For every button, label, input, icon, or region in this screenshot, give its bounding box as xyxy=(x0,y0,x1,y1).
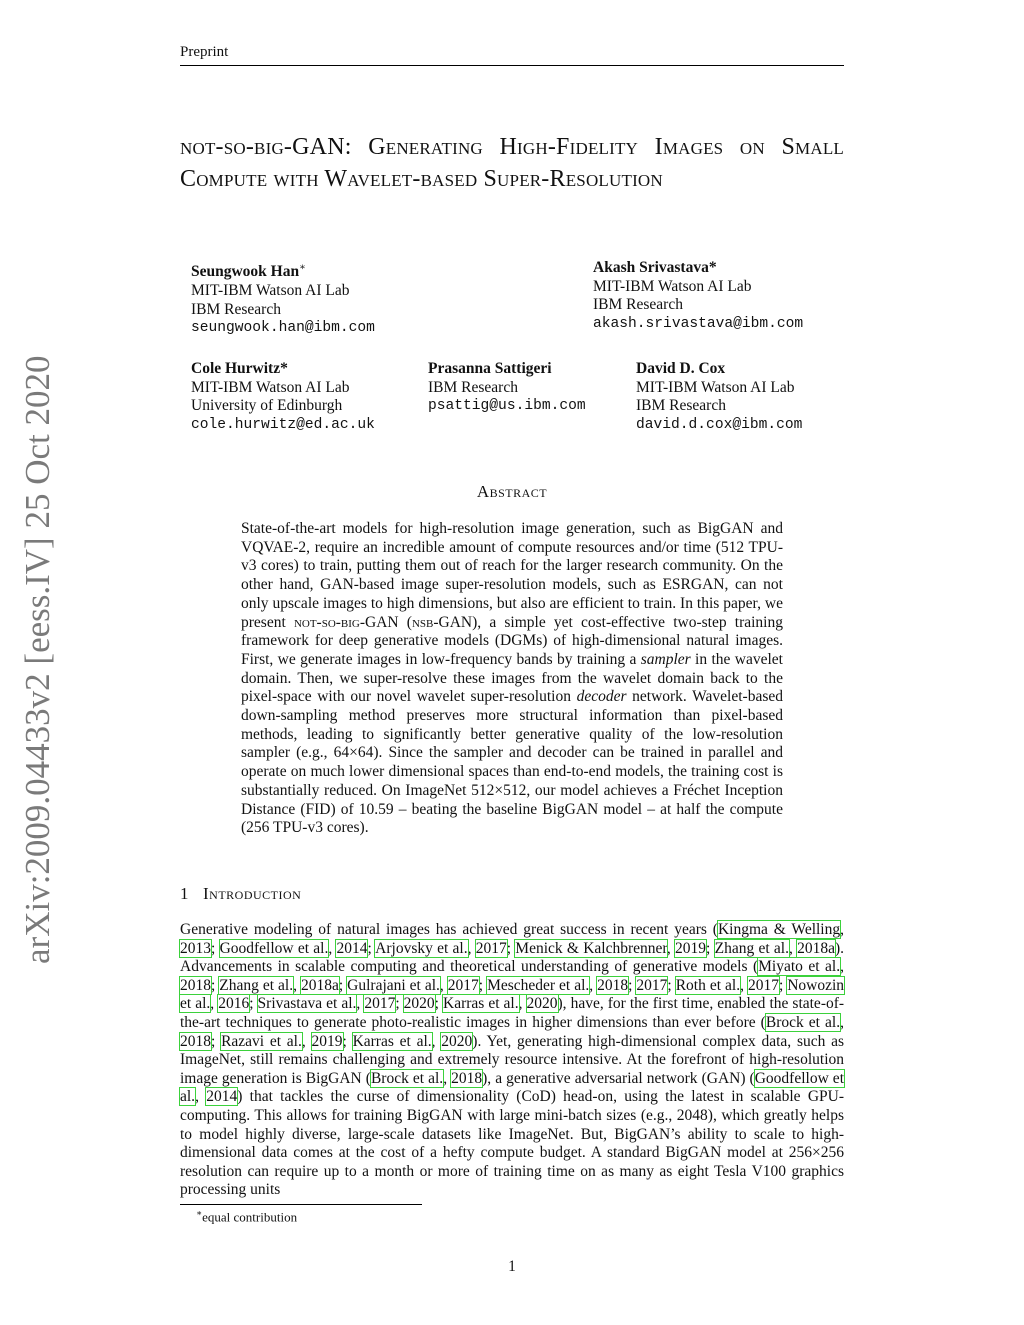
author-affiliation: MIT-IBM Watson AI Lab xyxy=(191,378,350,396)
author-name: Akash Srivastava* xyxy=(593,259,717,276)
title-smallcaps: not-so-big- xyxy=(180,134,293,160)
citation-link[interactable]: Gulrajani et al. xyxy=(347,976,440,994)
citation-link[interactable]: Miyato et al. xyxy=(758,958,841,976)
title-gan: GAN: xyxy=(292,134,369,160)
citation-link[interactable]: 2020 xyxy=(441,1032,473,1050)
citation-link[interactable]: 2016 xyxy=(218,995,250,1013)
citation-link[interactable]: 2020 xyxy=(403,995,435,1013)
section-title: Introduction xyxy=(203,884,302,903)
citation-link[interactable]: 2017 xyxy=(364,995,396,1013)
citation-link[interactable]: Arjovsky et al. xyxy=(375,939,468,957)
author-affiliation: IBM Research xyxy=(636,397,726,415)
author-block-srivastava xyxy=(593,259,803,334)
author-email[interactable]: psattig@us.ibm.com xyxy=(428,398,586,415)
author-affiliation: MIT-IBM Watson AI Lab xyxy=(191,281,350,299)
citation-link[interactable]: 2020 xyxy=(526,995,558,1013)
author-affiliation: IBM Research xyxy=(191,300,281,318)
author-name: Seungwook Han xyxy=(191,263,300,281)
citation-link[interactable]: Kingma & Welling xyxy=(717,921,841,938)
citation-link[interactable]: Nowozin et al. xyxy=(180,976,845,1013)
footnote-rule xyxy=(180,1204,422,1205)
citation-link[interactable]: 2017 xyxy=(747,976,779,994)
author-block-han xyxy=(191,259,375,338)
citation-link[interactable]: Mescheder et al. xyxy=(487,976,590,994)
citation-link[interactable]: 2014 xyxy=(336,939,368,957)
footnote-text: equal contribution xyxy=(202,1209,298,1225)
citation-link[interactable]: 2018 xyxy=(451,1069,483,1087)
abstract-heading: Abstract xyxy=(476,482,548,501)
page-number: 1 xyxy=(508,1258,516,1275)
citation-link[interactable]: Zhang et al. xyxy=(219,976,294,994)
section-number: 1 xyxy=(180,884,189,903)
citation-link[interactable]: 2018a xyxy=(797,939,835,957)
citation-link[interactable]: 2018 xyxy=(180,976,211,994)
author-affiliation: IBM Research xyxy=(428,378,518,396)
author-block-cox xyxy=(636,360,802,435)
citation-link[interactable]: 2019 xyxy=(311,1032,343,1050)
paper-title xyxy=(180,132,844,195)
author-name: Prasanna Sattigeri xyxy=(428,360,552,377)
author-email[interactable]: cole.hurwitz@ed.ac.uk xyxy=(191,417,375,434)
citation-link[interactable]: 2018a xyxy=(300,976,339,994)
author-block-sattigeri xyxy=(428,360,586,416)
footnote xyxy=(196,1208,297,1225)
citation-link[interactable]: 2017 xyxy=(475,939,507,957)
author-name: David D. Cox xyxy=(636,360,726,377)
citation-link[interactable]: 2013 xyxy=(180,939,211,957)
author-affiliation: IBM Research xyxy=(593,296,683,314)
citation-link[interactable]: Roth et al. xyxy=(675,976,741,994)
citation-link[interactable]: 2014 xyxy=(206,1088,238,1106)
author-affiliation: MIT-IBM Watson AI Lab xyxy=(636,378,795,396)
author-affiliation: MIT-IBM Watson AI Lab xyxy=(593,277,752,295)
citation-link[interactable]: Brock et al. xyxy=(765,1013,841,1031)
citation-link[interactable]: Karras et al. xyxy=(352,1032,432,1050)
citation-link[interactable]: 2018 xyxy=(180,1032,211,1050)
citation-link[interactable]: 2018 xyxy=(597,976,629,994)
author-block-hurwitz xyxy=(191,360,375,435)
citation-link[interactable]: Zhang et al. xyxy=(714,939,789,957)
title-rest: Generating High-Fidelity Images on Small Compute with Wavelet-based Super-Resolution xyxy=(180,134,845,192)
citation-link[interactable]: 2019 xyxy=(675,939,707,957)
citation-link[interactable]: 2017 xyxy=(636,976,668,994)
running-header: Preprint xyxy=(180,44,229,60)
author-name: Cole Hurwitz* xyxy=(191,360,288,377)
author-email[interactable]: seungwook.han@ibm.com xyxy=(191,320,375,337)
citation-link[interactable]: Menick & Kalchbrenner xyxy=(515,939,667,957)
introduction-paragraph: Generative modeling of natural images has achieved great success in recent years (Kingma & Welling, 2013; Goodfellow et al., 2014; Arjovsky et al., 2017; Menick & Kalchbrenner, 2019; Zhang et al., 2018a). Advancements in scalable computing and theoretical understanding of generative models (Miyato et al., 2018; Zhang et al., 2018a; Gulrajani et al., 2017; Mescheder et al., 2018; 2017; Roth et al., 2017; Nowozin et al., 2016; Srivastava et al., 2017; 2020; Karras et al., 2020), have, for the first time, enabled the state-of-the-art techniques to generate photo-realistic images in higher dimensions than ever before (Brock et al., 2018; Razavi et al., 2019; Karras et al., 2020). Yet, generating high-dimensional complex data, such as ImageNet, still remains challenging and extremely resource intensive. At the forefront of high-resolution image generation is BigGAN (Brock et al., 2018), a generative adversarial network (GAN) (Goodfellow et al., 2014) that tackles the curse of dimensionality (CoD) head-on, using the latest in scalable GPU-computing. This allows for training BigGAN with large mini-batch sizes (e.g., 2048), which greatly helps to model highly diverse, large-scale datasets like ImageNet. But, BigGAN’s ability to scale to high-dimensional data comes at the cost of a hefty compute budget. A standard BigGAN model at 256×256 resolution can require up to a month or more of training time on as many as eight Tesla V100 graphics processing units xyxy=(180,921,845,1199)
author-mark: ∗ xyxy=(299,262,306,273)
citation-link[interactable]: Brock et al. xyxy=(370,1069,444,1087)
citation-link[interactable]: Goodfellow et al. xyxy=(219,939,329,957)
citation-link[interactable]: Karras et al. xyxy=(443,995,519,1013)
citation-link[interactable]: Goodfellow et al. xyxy=(180,1069,844,1106)
citation-link[interactable]: Srivastava et al. xyxy=(257,995,357,1013)
author-email[interactable]: akash.srivastava@ibm.com xyxy=(593,316,804,333)
citation-link[interactable]: 2017 xyxy=(447,976,479,994)
abstract-text: State-of-the-art models for high-resolution image generation, such as BigGAN and VQVAE-2, require an incredible amount of compute resources and/or time (512 TPU-v3 cores) to train, putting them out of reach for the larger research community. On the other hand, GAN-based image super-resolution models, such as ESRGAN, can not only upscale images to high dimensions, but also are efficient to train. In this paper, we present not-so-big-GAN (nsb-GAN), a simple yet cost-effective two-step training framework for deep generative models (DGMs) of high-dimensional natural images. First, we generate images in low-frequency bands by training a sampler in the wavelet domain. Then, we super-resolve these images from the wavelet domain back to the pixel-space with our novel wavelet super-resolution decoder network. Wavelet-based down-sampling method preserves more structural information than pixel-based methods, leading to significantly better generative quality of the low-resolution sampler (e.g., 64×64). Since the sampler and decoder can be trained in parallel and operate on much lower dimensional spaces than end-to-end models, the training cost is substantially reduced. On ImageNet 512×512, our model achieves a Fréchet Inception Distance (FID) of 10.59 – beating the baseline BigGAN model – at half the compute (256 TPU-v3 cores). xyxy=(241,520,783,837)
author-affiliation: University of Edinburgh xyxy=(191,397,343,415)
citation-link[interactable]: Razavi et al. xyxy=(221,1032,302,1050)
arxiv-identifier[interactable]: arXiv:2009.04433v2 [eess.IV] 25 Oct 2020 xyxy=(18,355,57,965)
author-email[interactable]: david.d.cox@ibm.com xyxy=(636,417,803,434)
header-rule xyxy=(180,65,844,66)
section-heading-introduction xyxy=(180,884,301,904)
footnote-mark: ∗ xyxy=(196,1208,203,1218)
